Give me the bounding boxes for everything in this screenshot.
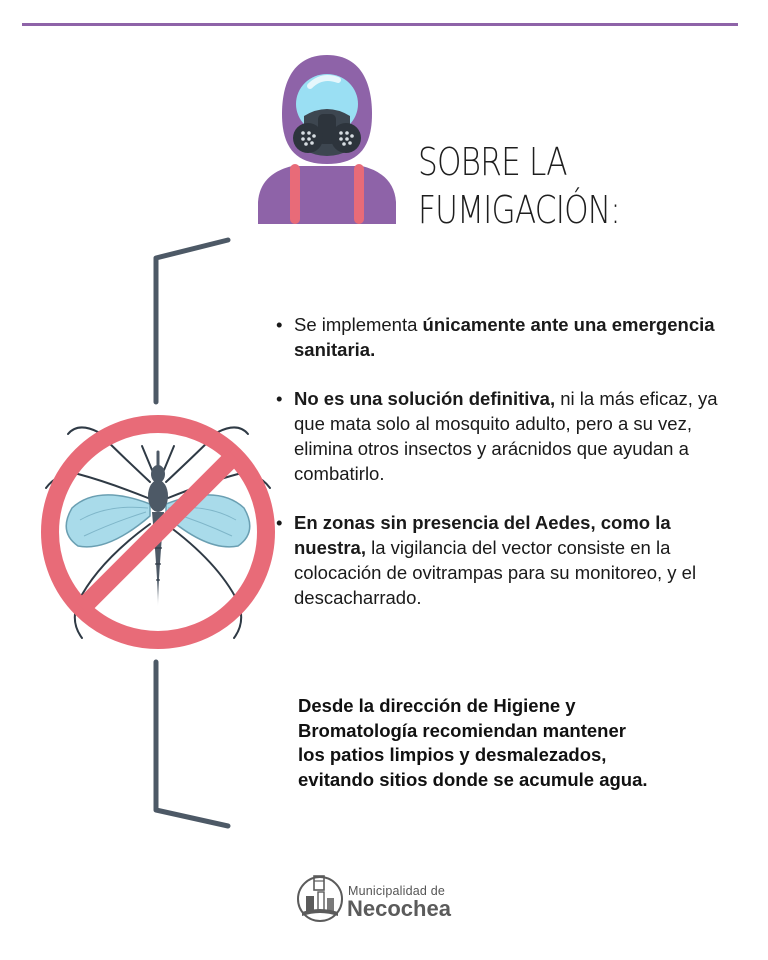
logo-subtitle: Municipalidad de [348,884,446,898]
bullet-3-bold: En zonas sin presencia del Aedes, como la nuestra, [294,512,671,558]
page-title [418,138,620,234]
bullet-list [272,312,732,634]
logo-name: Necochea [347,896,451,921]
bullet-2-text: ni la más eficaz, ya que mata solo al mosquito adulto, pero a su vez, elimina otros insectos y arácnidos que ayudan a combatirlo. [294,388,718,484]
bullet-item [272,510,732,610]
title-line-1: SOBRE LA [418,140,567,184]
bullet-3-text: la vigilancia del vector consiste en la colocación de ovitrampas para su monitoreo, y el descacharrado. [294,537,697,608]
bullet-item [272,312,732,362]
closing-recommendation [298,694,728,792]
bullet-1-bold: únicamente ante una emergencia sanitaria. [294,314,715,360]
bullet-1-prefix: Se implementa [294,314,423,335]
closing-line-2: Bromatología recomiendan mantener [298,719,626,741]
hazmat-person-icon [252,52,402,224]
municipal-emblem-icon [296,872,344,924]
closing-line-4: evitando sitios donde se acumule agua. [298,768,648,790]
title-line-2: FUMIGACIÓN: [418,188,620,232]
closing-line-1: Desde la dirección de Higiene y [298,695,576,716]
bullet-item [272,386,732,486]
no-mosquito-icon [38,412,278,652]
closing-line-3: los patios limpios y desmalezados, [298,744,607,765]
municipality-logo [296,872,476,924]
top-divider [22,23,738,26]
bullet-2-bold: No es una solución definitiva, [294,388,556,409]
